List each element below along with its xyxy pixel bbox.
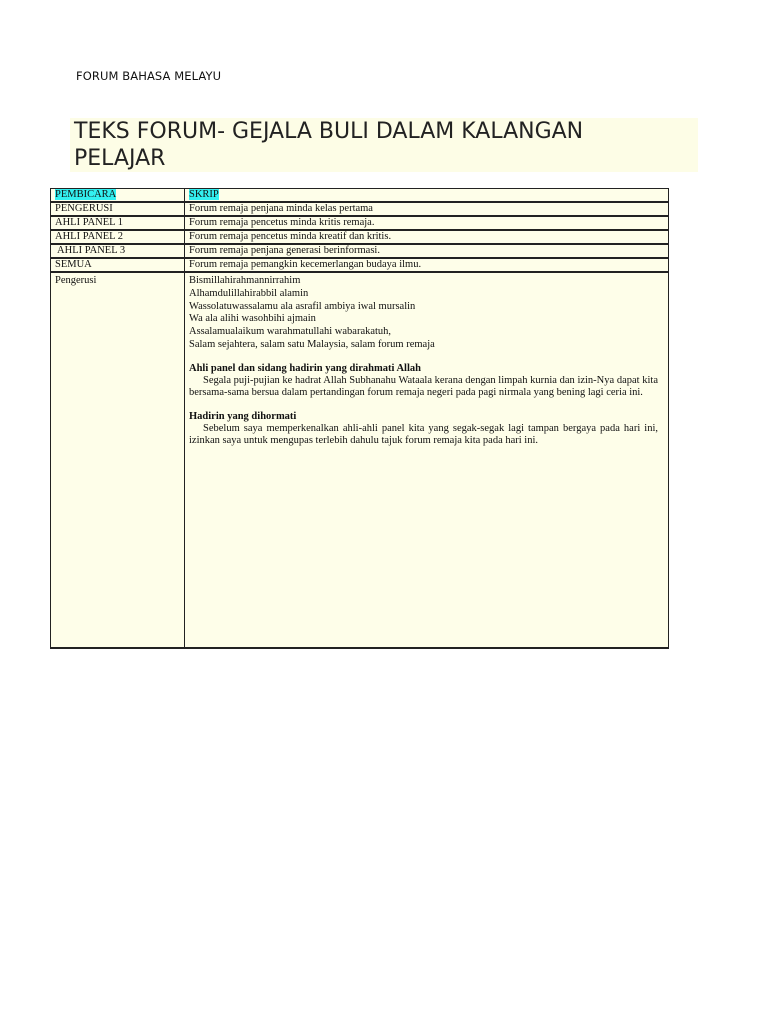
speaker-cell: AHLI PANEL 3 <box>51 244 185 258</box>
document-header: FORUM BAHASA MELAYU <box>76 69 222 83</box>
script-line: Wassolatuwassalamu ala asrafil ambiya iwal mursalin <box>189 300 416 312</box>
script-line: Assalamualaikum warahmatullahi wabarakatuh, <box>189 326 392 338</box>
script-cell: Forum remaja pemangkin kecemerlangan budaya ilmu. <box>185 258 669 272</box>
table-row <box>51 216 669 230</box>
script-subheading: Hadirin yang dihormati <box>189 410 297 422</box>
speaker-cell: AHLI PANEL 2 <box>51 230 185 244</box>
script-body-cell <box>185 272 669 648</box>
table-row <box>51 230 669 244</box>
script-line: Alhamdulillahirabbil alamin <box>189 287 309 299</box>
script-paragraph: Segala puji-pujian ke hadrat Allah Subhanahu Wataala kerana dengan limpah kurnia dan izin-Nya dapat kita bersama-sama bersua dalam pertandingan forum remaja negeri pada pagi nirmala yang bening lagi ceria ini. <box>189 374 658 399</box>
script-line: Bismillahirahmannirrahim <box>189 275 301 286</box>
script-cell: Forum remaja pencetus minda kritis remaja. <box>185 216 669 230</box>
script-cell: Forum remaja penjana generasi berinformasi. <box>185 244 669 258</box>
title-line-2: PELAJAR <box>74 146 166 171</box>
table-header-row <box>51 189 669 203</box>
table-row <box>51 272 669 648</box>
script-column-header: SKRIP <box>189 189 219 200</box>
table-row <box>51 244 669 258</box>
title-line-1: TEKS FORUM- GEJALA BULI DALAM KALANGAN <box>74 119 584 144</box>
table-row <box>51 258 669 272</box>
script-subheading: Ahli panel dan sidang hadirin yang dirahmati Allah <box>189 362 421 374</box>
script-header-cell <box>185 189 669 203</box>
table-row <box>51 202 669 216</box>
speaker-cell: AHLI PANEL 1 <box>51 216 185 230</box>
speaker-column-header: PEMBICARA <box>55 189 117 200</box>
script-paragraph: Sebelum saya memperkenalkan ahli-ahli panel kita yang segak-segak lagi tampan bergaya pada hari ini, izinkan saya untuk mengupas terlebih dahulu tajuk forum remaja kita pada hari ini. <box>189 422 658 447</box>
speaker-cell: Pengerusi <box>51 272 185 648</box>
script-line: Wa ala alihi wasohbihi ajmain <box>189 313 316 325</box>
script-cell: Forum remaja pencetus minda kreatif dan kritis. <box>185 230 669 244</box>
script-line: Salam sejahtera, salam satu Malaysia, salam forum remaja <box>189 338 435 350</box>
title-box <box>70 118 698 172</box>
page-title <box>74 118 583 172</box>
speaker-header-cell <box>51 189 185 203</box>
speaker-cell: PENGERUSI <box>51 202 185 216</box>
script-table <box>50 188 669 649</box>
script-cell: Forum remaja penjana minda kelas pertama <box>185 202 669 216</box>
speaker-cell: SEMUA <box>51 258 185 272</box>
